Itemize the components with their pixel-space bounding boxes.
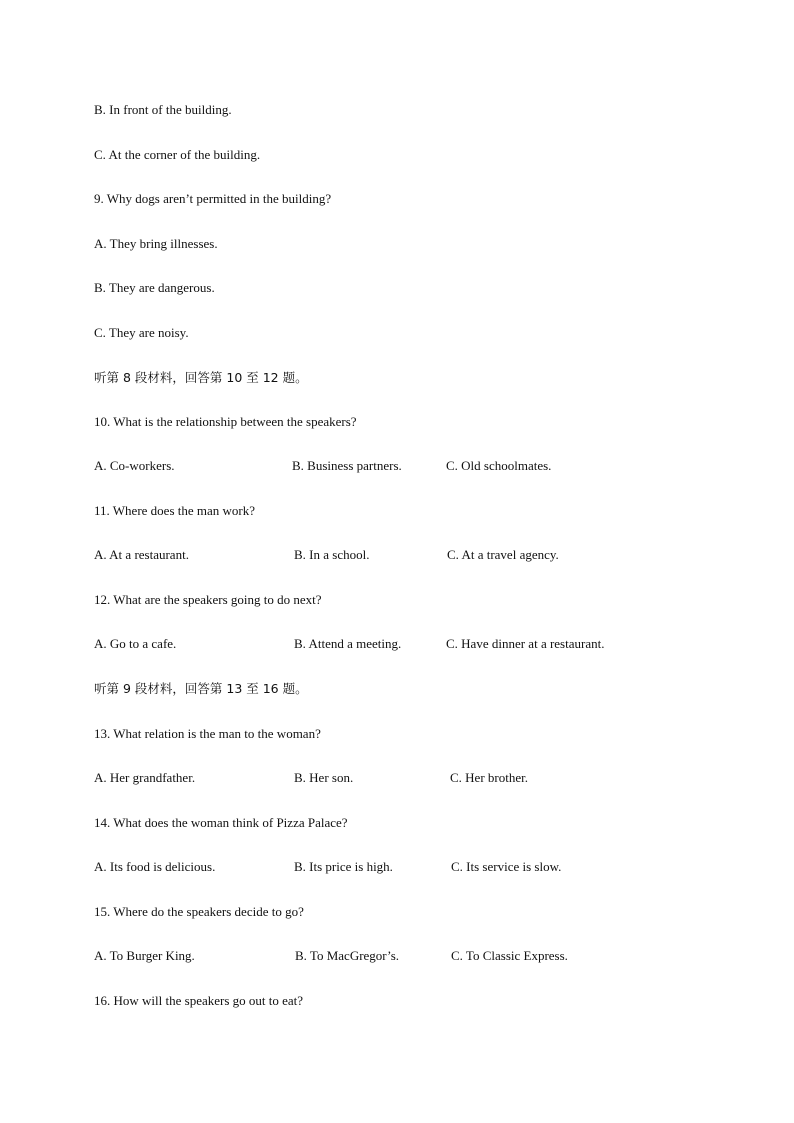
question-14: 14. What does the woman think of Pizza Palace? (94, 815, 348, 830)
option-9c: C. They are noisy. (94, 325, 189, 340)
option-11a: A. At a restaurant. (94, 547, 189, 562)
option-15b: B. To MacGregor’s. (295, 948, 400, 963)
option-9a: A. They bring illnesses. (94, 236, 218, 251)
option-13b: B. Her son. (294, 770, 354, 785)
question-9: 9. Why dogs aren’t permitted in the building? (94, 191, 332, 206)
option-12a: A. Go to a cafe. (94, 636, 177, 651)
option-13c: C. Her brother. (450, 770, 528, 785)
option-11c: C. At a travel agency. (447, 547, 559, 562)
option-10c: C. Old schoolmates. (446, 458, 552, 473)
option-8b: B. In front of the building. (94, 102, 232, 117)
option-14c: C. Its service is slow. (451, 859, 562, 874)
question-10: 10. What is the relationship between the speakers? (94, 414, 357, 429)
option-9b: B. They are dangerous. (94, 280, 215, 295)
option-10a: A. Co-workers. (94, 458, 175, 473)
option-10b: B. Business partners. (292, 458, 402, 473)
question-13: 13. What relation is the man to the woman? (94, 726, 321, 741)
option-13a: A. Her grandfather. (94, 770, 196, 785)
question-15: 15. Where do the speakers decide to go? (94, 904, 304, 919)
option-14b: B. Its price is high. (294, 859, 393, 874)
option-15a: A. To Burger King. (94, 948, 195, 963)
question-12: 12. What are the speakers going to do next? (94, 592, 322, 607)
option-11b: B. In a school. (294, 547, 370, 562)
option-12b: B. Attend a meeting. (294, 636, 402, 651)
question-16: 16. How will the speakers go out to eat? (94, 993, 304, 1008)
question-11: 11. Where does the man work? (94, 503, 256, 518)
option-12c: C. Have dinner at a restaurant. (446, 636, 605, 651)
option-15c: C. To Classic Express. (451, 948, 568, 963)
option-14a: A. Its food is delicious. (94, 859, 216, 874)
section-instruction-8: 听第 8 段材料，回答第 10 至 12 题。 (94, 370, 308, 385)
section-instruction-9: 听第 9 段材料，回答第 13 至 16 题。 (94, 681, 308, 696)
option-8c: C. At the corner of the building. (94, 147, 261, 162)
